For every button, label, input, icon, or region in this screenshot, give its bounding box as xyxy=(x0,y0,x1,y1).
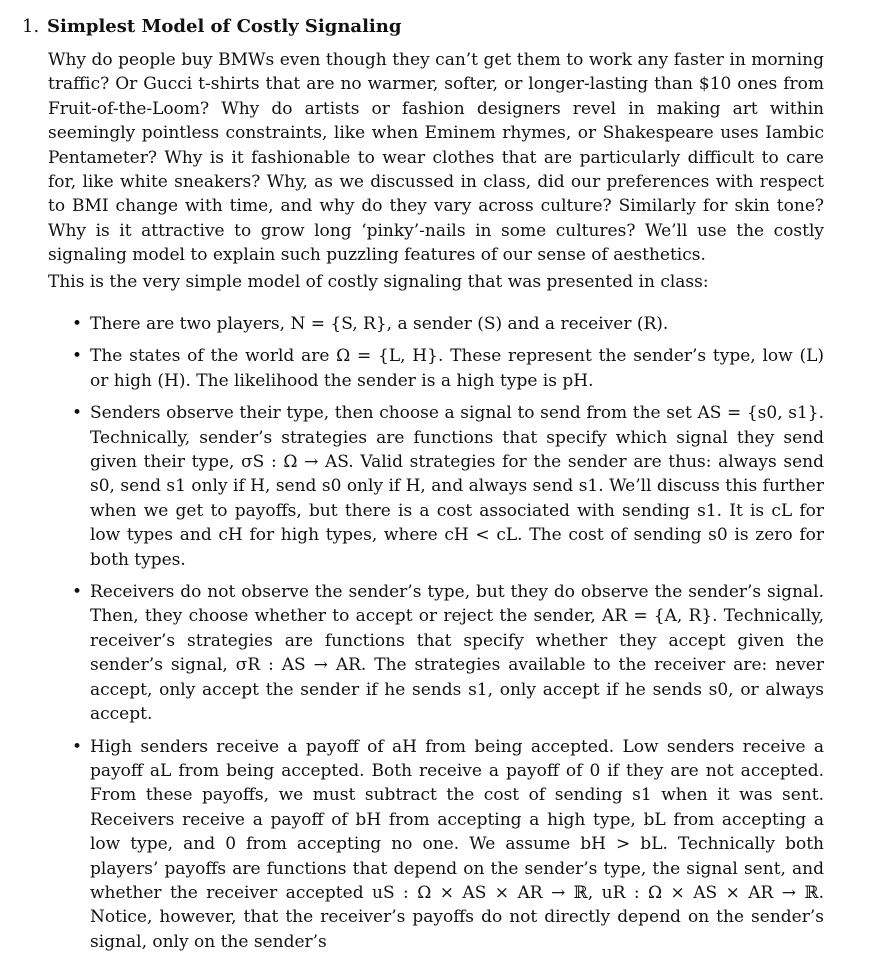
list-item-text: Receivers do not observe the sender’s type, but they do observe the sender’s signal. Then, they choose whether to accept or reject the sender, AR = {A, R}. Technically, receiver’s strategies are functions that specify whether they accept given the sender’s signal, σR : AS → AR. The strategies available to the receiver are: never accept, only accept the sender if he sends s1, only accept if he sends s0, or always accept. xyxy=(90,582,824,725)
section-heading xyxy=(22,14,401,40)
intro-paragraph: Why do people buy BMWs even though they can’t get them to work any faster in morning traffic? Or Gucci t-shirts that are no warmer, softer, or longer-lasting than $10 ones from Fruit-of-the-Loom? Why do artists or fashion designers revel in making art within seemingly pointless constraints, like when Eminem rhymes, or Shakespeare uses Iambic Pentameter? Why is it fashionable to wear clothes that are particularly difficult to care for, like white sneakers? Why, as we discussed in class, did our preferences with respect to BMI change with time, and why do they vary across culture? Similarly for skin tone? Why is it attractive to grow long ‘pinky’-nails in some cultures? We’ll use the costly signaling model to explain such puzzling features of our sense of aesthetics. xyxy=(48,50,824,266)
list-item-text: Senders observe their type, then choose a signal to send from the set AS = {s0, s1}. Technically, sender’s strategies are functions that specify which signal they send given their type, σS : Ω → AS. Valid strategies for the sender are thus: always send s0, send s1 only if H, send s0 only if H, and always send s1. We’ll discuss this further when we get to payoffs, but there is a cost associated with sending s1. It is cL for low types and cH for high types, where cH < cL. The cost of sending s0 is zero for both types. xyxy=(90,403,824,570)
list-item-text: The states of the world are Ω = {L, H}. These represent the sender’s type, low (L) or high (H). The likelihood the sender is a high type is pH. xyxy=(90,346,824,391)
list-item xyxy=(48,735,824,955)
bullet-icon: • xyxy=(71,403,83,424)
list-item xyxy=(48,401,824,572)
list-item xyxy=(48,312,824,336)
section-title: Simplest Model of Costly Signaling xyxy=(47,16,402,37)
list-item-text: High senders receive a payoff of aH from being accepted. Low senders receive a payoff aL from being accepted. Both receive a payoff of 0 if they are not accepted. From these payoffs, we must subtract the cost of sending s1 when it was sent. Receivers receive a payoff of bH from accepting a high type, bL from accepting a low type, and 0 from accepting no one. We assume bH > bL. Technically both players’ payoffs are functions that depend on the sender’s type, the signal sent, and whether the receiver accepted uS : Ω × AS × AR → ℝ, uR : Ω × AS × AR → ℝ. Notice, however, that the receiver’s payoffs do not directly depend on the sender’s signal, only on the sender’s xyxy=(90,736,824,952)
lead-in-paragraph: This is the very simple model of costly signaling that was presented in class: xyxy=(48,272,709,292)
bullet-icon: • xyxy=(71,736,83,757)
bullet-icon: • xyxy=(71,314,83,334)
bullet-icon: • xyxy=(71,346,83,367)
model-assumptions-list xyxy=(48,312,824,962)
list-item-text: There are two players, N = {S, R}, a sender (S) and a receiver (R). xyxy=(90,314,669,334)
list-item xyxy=(48,580,824,726)
bullet-icon: • xyxy=(71,582,83,603)
section-number: 1. xyxy=(22,16,40,37)
list-item xyxy=(48,344,824,393)
